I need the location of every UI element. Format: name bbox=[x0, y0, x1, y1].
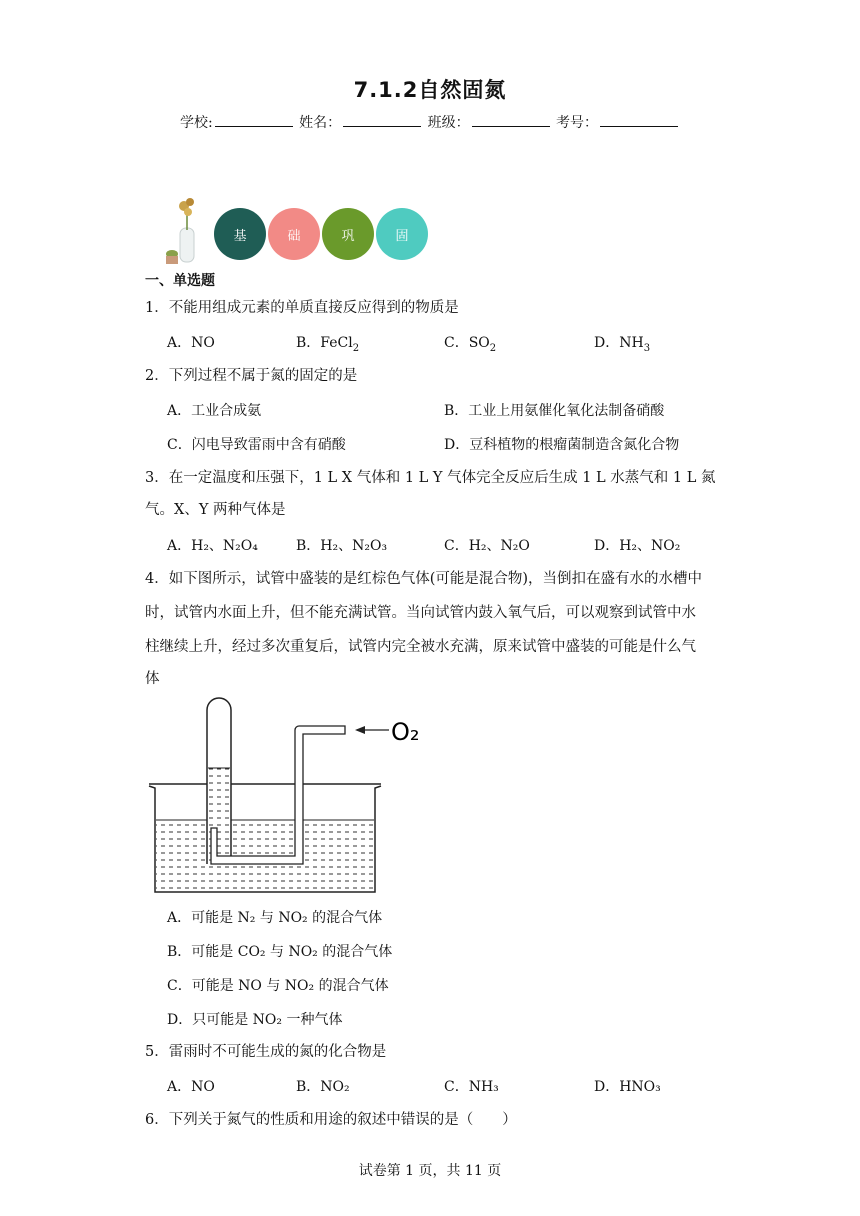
q4-option-b[interactable]: B．可能是 CO₂ 与 NO₂ 的混合气体 bbox=[167, 944, 393, 960]
question-4-line-3: 柱继续上升，经过多次重复后，试管内完全被水充满，原来试管中盛装的可能是什么气 bbox=[145, 639, 696, 655]
exam-no-blank[interactable] bbox=[600, 112, 678, 127]
question-4-line-1: 4．如下图所示，试管中盛装的是红棕色气体(可能是混合物)，当倒扣在盛有水的水槽中 bbox=[145, 571, 703, 587]
badge-ji: 基 bbox=[214, 208, 266, 260]
q4-option-a[interactable]: A．可能是 N₂ 与 NO₂ 的混合气体 bbox=[167, 910, 383, 926]
page-title: 7.1.2自然固氮 bbox=[353, 78, 507, 102]
school-blank[interactable] bbox=[215, 112, 293, 127]
q5-option-b[interactable]: B．NO₂ bbox=[296, 1079, 350, 1095]
school-label: 学校: bbox=[179, 115, 213, 131]
class-blank[interactable] bbox=[472, 112, 550, 127]
water-trough-diagram bbox=[145, 696, 435, 896]
q1-option-a[interactable]: A．NO bbox=[167, 335, 215, 351]
q3-option-d[interactable]: D．H₂、NO₂ bbox=[594, 538, 681, 554]
question-3-line-2: 气。X、Y 两种气体是 bbox=[145, 502, 286, 518]
question-2-stem: 2．下列过程不属于氮的固定的是 bbox=[145, 368, 358, 384]
oxygen-label: O₂ bbox=[391, 718, 420, 746]
badge-chu: 础 bbox=[268, 208, 320, 260]
section-heading: 一、单选题 bbox=[145, 273, 215, 289]
question-5-stem: 5．雷雨时不可能生成的氮的化合物是 bbox=[145, 1044, 387, 1060]
name-label: 姓名： bbox=[299, 115, 342, 131]
section-banner bbox=[160, 196, 440, 266]
page-footer: 试卷第 1 页，共 11 页 bbox=[358, 1163, 502, 1179]
q1-option-d[interactable]: D．$NH_3$ bbox=[594, 335, 651, 354]
q5-option-d[interactable]: D．HNO₃ bbox=[594, 1079, 661, 1095]
question-1-stem: 1．不能用组成元素的单质直接反应得到的物质是 bbox=[145, 300, 459, 316]
q2-option-a[interactable]: A．工业合成氨 bbox=[167, 403, 262, 419]
name-blank[interactable] bbox=[343, 112, 421, 127]
question-3-line-1: 3．在一定温度和压强下，1 L X 气体和 1 L Y 气体完全反应后生成 1 L 水蒸气和 1 L 氮 bbox=[145, 470, 716, 486]
q1-option-c[interactable]: C．$SO_2$ bbox=[444, 335, 497, 354]
q3-option-a[interactable]: A．H₂、N₂O₄ bbox=[167, 538, 258, 554]
badge-gong: 巩 bbox=[322, 208, 374, 260]
question-4-line-4: 体 bbox=[145, 671, 160, 687]
q2-option-b[interactable]: B．工业上用氨催化氧化法制备硝酸 bbox=[444, 403, 665, 419]
student-info-line bbox=[0, 112, 860, 132]
q4-option-d[interactable]: D．只可能是 NO₂ 一种气体 bbox=[167, 1012, 343, 1028]
q2-option-c[interactable]: C．闪电导致雷雨中含有硝酸 bbox=[167, 437, 346, 453]
q2-option-d[interactable]: D．豆科植物的根瘤菌制造含氮化合物 bbox=[444, 437, 680, 453]
question-4-line-2: 时，试管内水面上升，但不能充满试管。当向试管内鼓入氧气后，可以观察到试管中水 bbox=[145, 605, 696, 621]
class-label: 班级： bbox=[427, 115, 470, 131]
q1-option-b[interactable]: B．FeCl$_2$ bbox=[296, 335, 360, 354]
q3-option-c[interactable]: C．H₂、N₂O bbox=[444, 538, 530, 554]
q3-option-b[interactable]: B．H₂、N₂O₃ bbox=[296, 538, 388, 554]
question-6-stem: 6．下列关于氮气的性质和用途的叙述中错误的是（ ） bbox=[145, 1112, 517, 1128]
exam-no-label: 考号： bbox=[556, 115, 599, 131]
q5-option-a[interactable]: A．NO bbox=[167, 1079, 215, 1095]
plant-vase-icon bbox=[160, 196, 210, 266]
badge-gu: 固 bbox=[376, 208, 428, 260]
q5-option-c[interactable]: C．NH₃ bbox=[444, 1079, 499, 1095]
q4-option-c[interactable]: C．可能是 NO 与 NO₂ 的混合气体 bbox=[167, 978, 389, 994]
